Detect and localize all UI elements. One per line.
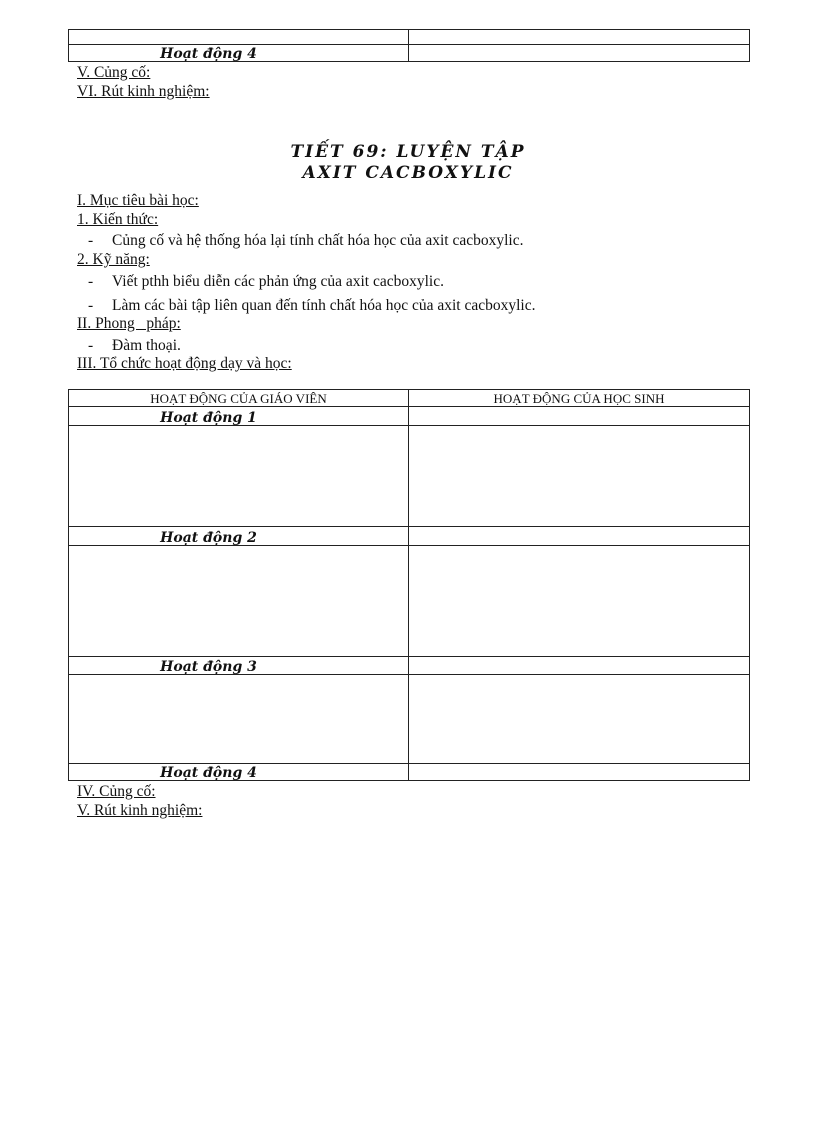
knowledge-heading: 1. Kiến thức: bbox=[77, 211, 159, 228]
activity-2-label: Hoạt động 2 bbox=[69, 527, 409, 546]
section-iv-heading: IV. Củng cố: bbox=[77, 783, 156, 800]
activity-1-label: Hoạt động 1 bbox=[69, 407, 409, 426]
activity-table bbox=[68, 389, 750, 781]
activity-1-teacher-cell bbox=[69, 426, 409, 527]
method-heading: II. Phong pháp: bbox=[77, 315, 181, 332]
activity-2-teacher-cell bbox=[69, 546, 409, 657]
section-v-heading-top: V. Củng cố: bbox=[77, 64, 151, 81]
activity-3-student-cell bbox=[409, 675, 750, 764]
lesson-title-line-2: AXIT CACBOXYLIC bbox=[302, 163, 514, 183]
skills-item: - Viết pthh biểu diễn các phản ứng của axit cacboxylic. bbox=[88, 273, 444, 290]
activity-3-label: Hoạt động 3 bbox=[69, 657, 409, 675]
organization-heading: III. Tổ chức hoạt động dạy và học: bbox=[77, 355, 292, 372]
activity-1-student-cell bbox=[409, 426, 750, 527]
skills-heading: 2. Kỹ năng: bbox=[77, 251, 150, 268]
previous-activity-table bbox=[68, 29, 750, 62]
lesson-title-line-1: TIẾT 69: LUYỆN TẬP bbox=[290, 142, 526, 162]
activity-4-label-top: Hoạt động 4 bbox=[69, 45, 409, 62]
section-vi-heading-top: VI. Rút kinh nghiệm: bbox=[77, 83, 210, 100]
section-v-heading: V. Rút kinh nghiệm: bbox=[77, 802, 203, 819]
method-item: - Đàm thoại. bbox=[88, 337, 181, 354]
activity-4-label: Hoạt động 4 bbox=[69, 764, 409, 781]
knowledge-item: - Củng cố và hệ thống hóa lại tính chất hóa học của axit cacboxylic. bbox=[88, 232, 524, 249]
objectives-heading: I. Mục tiêu bài học: bbox=[77, 192, 199, 209]
teacher-column-header: HOẠT ĐỘNG CỦA GIÁO VIÊN bbox=[69, 390, 409, 407]
skills-item: - Làm các bài tập liên quan đến tính chất hóa học của axit cacboxylic. bbox=[88, 297, 536, 314]
activity-3-teacher-cell bbox=[69, 675, 409, 764]
activity-2-student-cell bbox=[409, 546, 750, 657]
student-column-header: HOẠT ĐỘNG CỦA HỌC SINH bbox=[409, 390, 750, 407]
